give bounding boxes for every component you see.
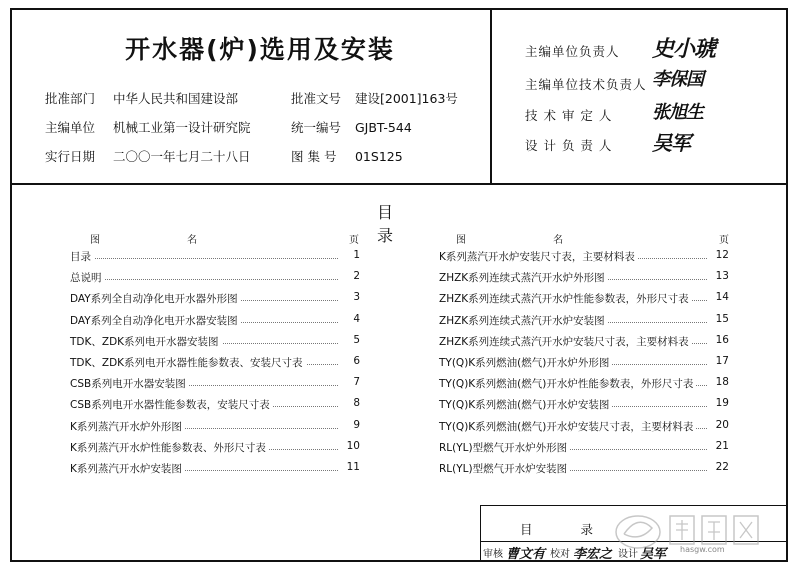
responsible-role: 主编单位负责人	[525, 44, 620, 59]
toc-entry-page: 6	[353, 355, 360, 367]
toc-col-name-left: 图 名	[90, 235, 240, 246]
approval-doc-value: 建设[2001]163号	[354, 91, 458, 106]
sheet-title: 目 录	[520, 522, 615, 537]
toc-entry-name: RL(YL)型燃气开水炉安装图	[439, 461, 570, 476]
leader-dots	[70, 258, 338, 259]
toc-entry-page: 2	[353, 270, 360, 283]
toc-entry-page: 15	[715, 312, 729, 325]
leader-dots	[70, 279, 338, 280]
toc-entry-name: CSB系列电开水器安装图	[70, 376, 189, 391]
atlas-no-value: 01S125	[354, 149, 403, 164]
header-divider	[10, 183, 788, 185]
toc-entry-name: ZHZK系列连续式蒸汽开水炉安装图	[439, 313, 608, 328]
toc-row	[70, 249, 360, 265]
design-label: 设计	[618, 549, 638, 560]
toc-entry-page: 11	[346, 461, 360, 473]
toc-row	[70, 291, 360, 307]
toc-entry-name: ZHZK系列连续式蒸汽开水炉安装尺寸表，主要材料表	[439, 334, 692, 349]
toc-entry-name: TY(Q)K系列燃油(燃气)开水炉性能参数表，外形尺寸表	[439, 376, 696, 391]
unified-no-row	[291, 118, 412, 136]
watermark-text: hasgw.com	[680, 545, 725, 554]
toc-row	[439, 461, 729, 477]
toc-row	[439, 270, 729, 286]
signature: 张旭生	[652, 102, 703, 123]
toc-title: 目 录	[376, 203, 423, 245]
responsible-role: 主编单位技术负责人	[525, 77, 647, 92]
toc-entry-page: 1	[353, 249, 360, 261]
toc-row	[439, 291, 729, 307]
toc-entry-page: 21	[715, 439, 729, 452]
toc-row	[439, 249, 729, 265]
toc-entry-name: TDK、ZDK系列电开水器安装图	[70, 334, 222, 349]
responsible-role: 设 计 负 责 人	[525, 138, 613, 153]
toc-entry-page: 19	[715, 397, 729, 410]
toc-entry-page: 16	[715, 333, 729, 346]
toc-entry-page: 12	[715, 249, 729, 261]
toc-entry-name: 目录	[70, 249, 94, 264]
design-signature: 吴军	[640, 547, 667, 562]
toc-row	[70, 440, 360, 456]
toc-entry-name: DAY系列全自动净化电开水器外形图	[70, 291, 241, 306]
review-signature: 曹文有	[506, 547, 546, 562]
toc-entry-page: 14	[715, 291, 729, 304]
toc-entry-name: K系列蒸汽开水炉外形图	[70, 419, 185, 434]
unified-no-label: 统一编号	[291, 120, 342, 135]
header-vertical-divider	[490, 8, 492, 184]
signature: 吴军	[652, 131, 690, 155]
toc-entry-page: 17	[715, 355, 729, 367]
atlas-no-label: 图 集 号	[291, 149, 337, 164]
toc-col-page-left: 页	[349, 235, 359, 246]
toc-row	[70, 355, 360, 371]
toc-row	[70, 334, 360, 350]
signature: 李保国	[652, 69, 703, 90]
toc-entry-name: K系列蒸汽开水炉安装尺寸表，主要材料表	[439, 249, 638, 264]
check-label: 校对	[550, 549, 570, 560]
document-title: 开水器(炉)选用及安装	[125, 35, 395, 64]
toc-entry-page: 5	[353, 333, 360, 346]
toc-row	[439, 440, 729, 456]
approval-dept-row	[45, 89, 238, 107]
toc-row	[70, 461, 360, 477]
toc-entry-name: ZHZK系列连续式蒸汽开水炉外形图	[439, 270, 608, 285]
toc-entry-name: RL(YL)型燃气开水炉外形图	[439, 440, 570, 455]
approval-dept-label: 批准部门	[45, 91, 96, 106]
toc-entry-name: ZHZK系列连续式蒸汽开水炉性能参数表，外形尺寸表	[439, 291, 692, 306]
check-signature: 李宏之	[573, 547, 613, 562]
unified-no-value: GJBT-544	[354, 120, 412, 135]
toc-row	[439, 334, 729, 350]
toc-entry-page: 13	[715, 270, 729, 283]
toc-entry-name: CSB系列电开水器性能参数表，安装尺寸表	[70, 397, 273, 412]
impl-date-label: 实行日期	[45, 149, 96, 164]
toc-entry-name: 总说明	[70, 270, 105, 285]
toc-entry-name: TY(Q)K系列燃油(燃气)开水炉外形图	[439, 355, 612, 370]
toc-row	[70, 313, 360, 329]
chief-unit-label: 主编单位	[45, 120, 96, 135]
impl-date-value: 二〇〇一年七月二十八日	[112, 149, 251, 164]
toc-row	[439, 313, 729, 329]
toc-entry-page: 8	[353, 397, 360, 410]
toc-entry-name: TY(Q)K系列燃油(燃气)开水炉安装尺寸表，主要材料表	[439, 419, 696, 434]
toc-row	[439, 397, 729, 413]
toc-entry-page: 4	[353, 312, 360, 325]
toc-row	[439, 376, 729, 392]
toc-entry-name: DAY系列全自动净化电开水器安装图	[70, 313, 241, 328]
approval-dept-value: 中华人民共和国建设部	[112, 91, 238, 106]
toc-row	[439, 355, 729, 371]
toc-col-name-right: 图 名	[456, 235, 606, 246]
responsible-role: 技 术 审 定 人	[525, 108, 613, 123]
toc-entry-page: 20	[715, 418, 729, 431]
atlas-no-row	[291, 147, 403, 165]
toc-entry-page: 3	[353, 291, 360, 304]
signature: 史小琥	[652, 36, 716, 62]
toc-row	[439, 419, 729, 435]
toc-col-page-right: 页	[719, 235, 729, 246]
toc-entry-page: 18	[715, 376, 729, 389]
toc-row	[70, 376, 360, 392]
chief-unit-value: 机械工业第一设计研究院	[112, 120, 251, 135]
approval-doc-label: 批准文号	[291, 91, 342, 106]
toc-entry-name: TY(Q)K系列燃油(燃气)开水炉安装图	[439, 397, 612, 412]
toc-entry-name: K系列蒸汽开水炉安装图	[70, 461, 185, 476]
toc-entry-page: 7	[353, 376, 360, 389]
toc-entry-name: K系列蒸汽开水炉性能参数表、外形尺寸表	[70, 440, 269, 455]
review-label: 审核	[483, 549, 503, 560]
toc-row	[70, 419, 360, 435]
toc-entry-name: TDK、ZDK系列电开水器性能参数表、安装尺寸表	[70, 355, 306, 370]
toc-row	[70, 397, 360, 413]
toc-entry-page: 10	[346, 439, 360, 452]
toc-row	[70, 270, 360, 286]
impl-date-row	[45, 147, 251, 165]
toc-entry-page: 22	[715, 461, 729, 473]
approval-doc-row	[291, 89, 458, 107]
chief-unit-row	[45, 118, 251, 136]
toc-entry-page: 9	[353, 418, 360, 431]
